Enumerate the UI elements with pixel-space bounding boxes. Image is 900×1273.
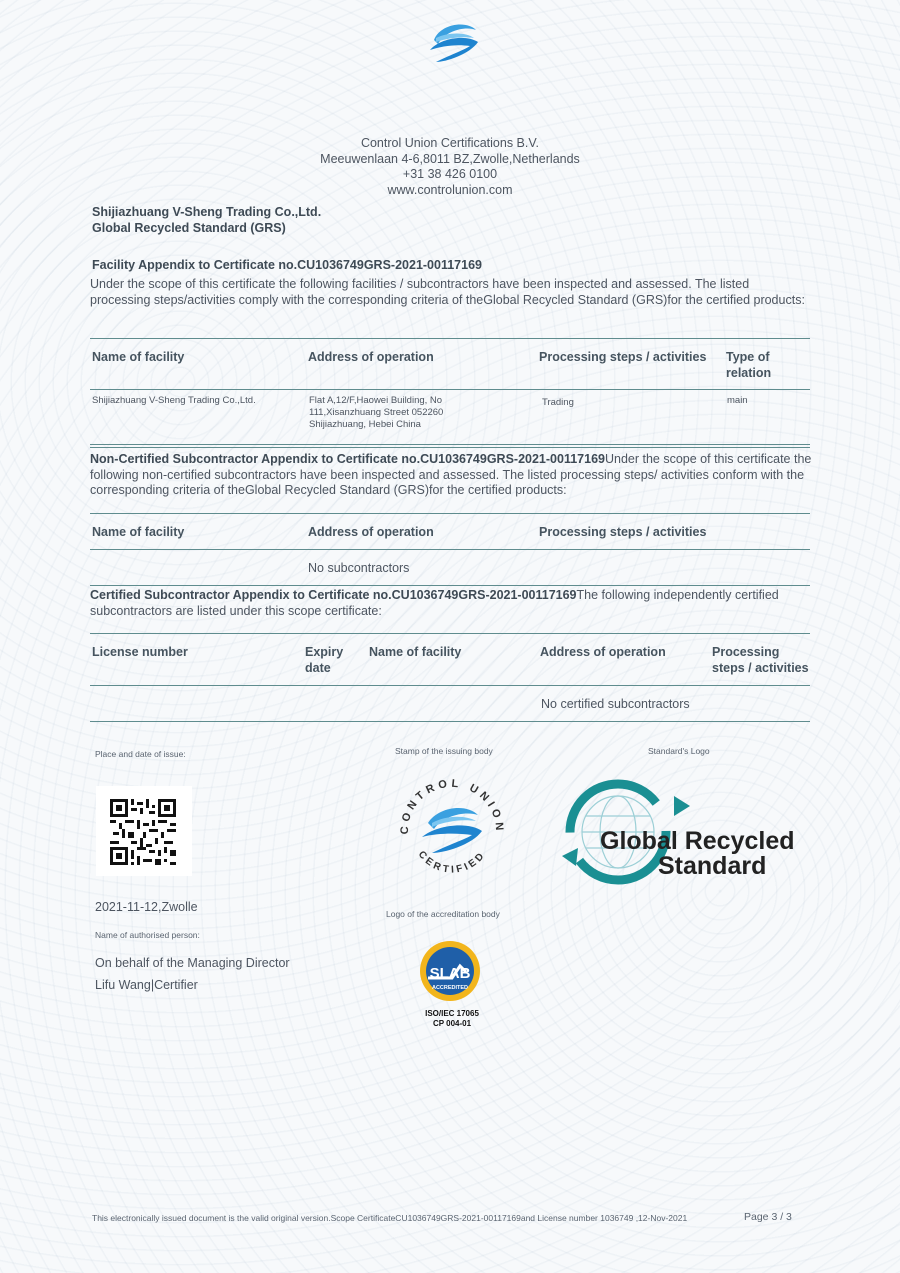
slab-cp-text: CP 004-01	[432, 1019, 472, 1028]
table-rule	[90, 721, 810, 722]
noncert-appendix-body: Under the scope of this certificate the following non-certified subcontractors have been inspected and assessed. The listed processing steps/ activities conform with the corresponding criteria of theGlobal Recycled Standard (GRS)for the certified products:	[90, 452, 812, 497]
col-processing-steps: Processing steps / activities	[539, 525, 707, 539]
table-rule	[90, 549, 810, 550]
table-rule	[90, 338, 810, 339]
client-standard: Global Recycled Standard (GRS)	[92, 220, 286, 235]
control-union-logo	[426, 18, 480, 70]
authorised-person-label: Name of authorised person:	[95, 930, 200, 940]
col-address-of-operation: Address of operation	[308, 350, 434, 364]
noncert-appendix-text	[90, 452, 812, 499]
noncert-appendix-title: Non-Certified Subcontractor Appendix to Certificate no.CU1036749GRS-2021-00117169	[90, 452, 605, 466]
facility-appendix	[92, 258, 812, 274]
cert-appendix-text	[90, 588, 780, 619]
slab-text: SLAB	[429, 965, 471, 982]
slab-accreditation-logo	[414, 938, 490, 1030]
authorised-person-name: Lifu Wang|Certifier	[95, 978, 198, 992]
facility-relation-cell: main	[727, 395, 748, 406]
facility-steps-cell: Trading	[542, 397, 574, 408]
global-recycled-standard-logo	[556, 776, 806, 888]
table-rule	[90, 633, 810, 634]
col-address-of-operation: Address of operation	[540, 645, 666, 659]
grs-logo-line1: Global Recycled	[600, 827, 795, 855]
table-rule	[90, 389, 810, 390]
issuer-website: www.controlunion.com	[387, 182, 513, 197]
issuer-phone: +31 38 426 0100	[402, 167, 498, 181]
page-number: Page 3 / 3	[744, 1211, 792, 1223]
client-block	[92, 205, 321, 236]
cert-appendix-body: The following independently certified subcontractors are listed under this scope certificate:	[90, 588, 779, 618]
facility-appendix-title: Facility Appendix to Certificate no.CU1036749GRS-2021-00117169	[92, 258, 482, 272]
facility-appendix-text: Under the scope of this certificate the following facilities / subcontractors have been inspected and assessed. The listed processing steps/activities comply with the corresponding criteria of theGlobal Recycled Standard (GRS)for the certified products:	[90, 277, 805, 307]
qr-code	[96, 786, 192, 876]
col-name-of-facility: Name of facility	[369, 645, 462, 659]
no-certified-subcontractors-text: No certified subcontractors	[541, 697, 690, 711]
place-date-value: 2021-11-12,Zwolle	[95, 900, 198, 914]
table-rule	[90, 685, 810, 686]
col-expiry-date: Expiry date	[305, 645, 344, 675]
on-behalf-text: On behalf of the Managing Director	[95, 956, 290, 970]
slab-accredited-text: ACCREDITED	[431, 985, 469, 991]
table-rule	[90, 585, 810, 586]
standard-logo-label: Standard's Logo	[648, 746, 710, 756]
client-name: Shijiazhuang V-Sheng Trading Co.,Ltd.	[92, 205, 322, 219]
col-address-of-operation: Address of operation	[308, 525, 434, 539]
issuer-block	[0, 136, 900, 198]
place-date-label: Place and date of issue:	[95, 749, 186, 759]
svg-text:CERTIFIED	[416, 849, 489, 876]
stamp-text-top: CONTROL UNION	[398, 777, 506, 835]
col-processing-steps: Processing steps / activities	[712, 645, 809, 675]
issuer-name: Control Union Certifications B.V.	[360, 136, 540, 150]
facility-name-cell: Shijiazhuang V-Sheng Trading Co.,Ltd.	[92, 395, 256, 406]
col-name-of-facility: Name of facility	[92, 525, 185, 539]
stamp-label: Stamp of the issuing body	[395, 746, 493, 756]
no-subcontractors-text: No subcontractors	[308, 561, 410, 575]
slab-iso-text: ISO/IEC 17065	[425, 1009, 479, 1018]
issuer-address: Meeuwenlaan 4-6,8011 BZ,Zwolle,Netherlands	[320, 151, 580, 166]
footer-note: This electronically issued document is the valid original version.Scope CertificateCU1036749GRS-2021-00117169and License number 1036749 ,12-Nov-2021	[92, 1213, 688, 1223]
col-name-of-facility: Name of facility	[92, 350, 185, 364]
accreditation-label: Logo of the accreditation body	[386, 909, 500, 919]
col-license-number: License number	[92, 645, 188, 659]
table-rule	[90, 447, 810, 448]
table-rule	[90, 444, 810, 445]
stamp-text-bottom: CERTIFIED	[415, 849, 489, 876]
facility-address-cell: Flat A,12/F,Haowei Building, No 111,Xisanzhuang Street 052260 Shijiazhuang, Hebei China	[309, 395, 444, 430]
table-rule	[90, 513, 810, 514]
cert-appendix-title: Certified Subcontractor Appendix to Certificate no.CU1036749GRS-2021-00117169	[90, 588, 577, 602]
grs-logo-line2: Standard	[658, 852, 767, 880]
col-type-of-relation: Type of relation	[726, 350, 772, 380]
control-union-stamp	[392, 773, 512, 885]
col-processing-steps: Processing steps / activities	[539, 350, 707, 364]
